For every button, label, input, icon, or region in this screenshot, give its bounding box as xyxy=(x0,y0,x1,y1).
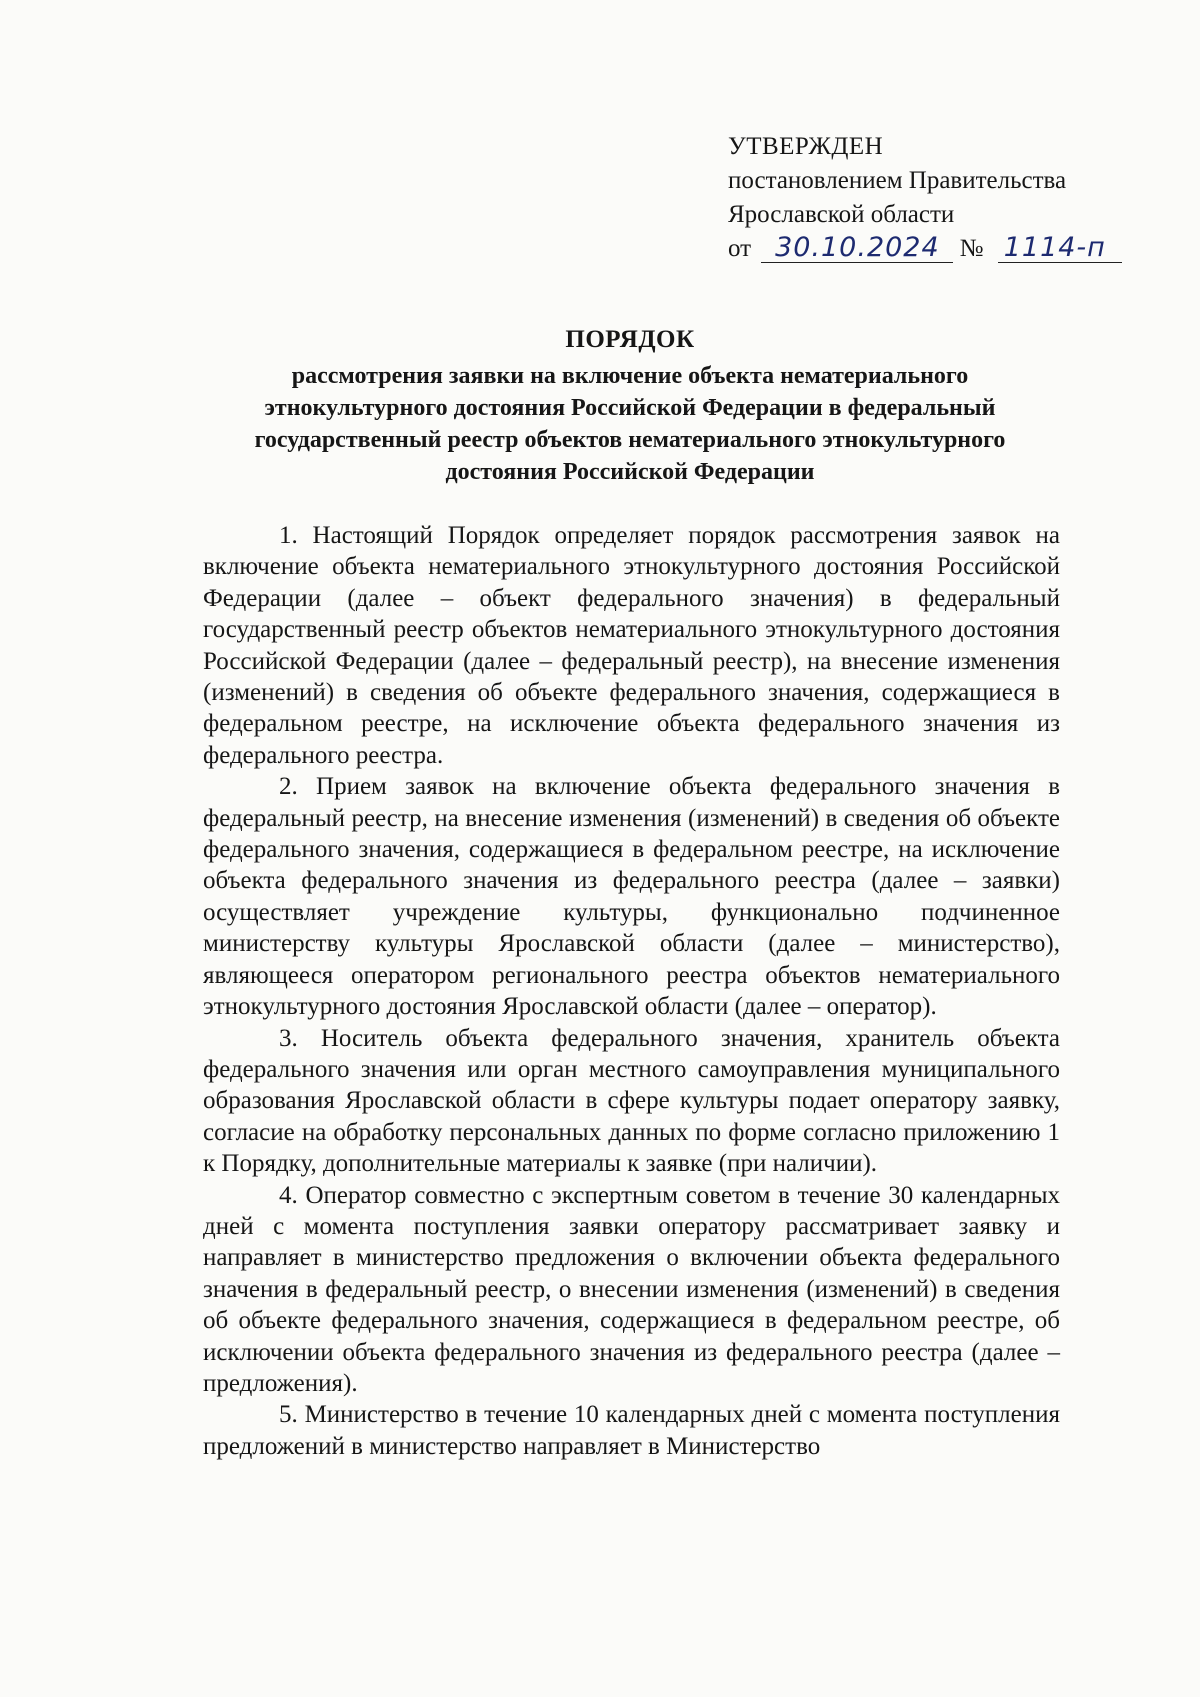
approval-word: УТВЕРЖДЕН xyxy=(728,133,884,160)
handwritten-date: 30.10.2024 xyxy=(761,234,953,263)
paragraph-1: 1. Настоящий Порядок определяет порядок рассмотрения заявок на включение объекта нематериального этнокультурного достояния Российской Федерации (далее – объект федерального значения) в федеральный государственный реестр объектов нематериального этнокультурного достояния Российской Федерации (далее – федеральный реестр), на внесение изменения (изменений) в сведения об объекте федерального значения, содержащиеся в федеральном реестре, на исключение объекта федерального значения из федерального реестра. xyxy=(203,522,1060,769)
approval-stamp-block xyxy=(728,130,1122,266)
date-prefix: от xyxy=(728,235,752,262)
approval-date-line xyxy=(728,232,1122,266)
paragraph-3: 3. Носитель объекта федерального значения, хранитель объекта федерального значения или орган местного самоуправления муниципального образования Ярославской области в сфере культуры подает оператору заявку, согласие на обработку персональных данных по форме согласно приложению 1 к Порядку, дополнительные материалы к заявке (при наличии). xyxy=(203,1024,1060,1178)
handwritten-number: 1114-п xyxy=(998,234,1122,263)
title-heading: ПОРЯДОК xyxy=(565,326,695,353)
paragraph-2: 2. Прием заявок на включение объекта федерального значения в федеральный реестр, на внесение изменения (изменений) в сведения об объекте федерального значения, содержащиеся в федеральном реестре, на исключение объекта федерального значения из федерального реестра (далее – заявки) осуществляет учреждение культуры, функционально подчиненное министерству культуры Ярославской области (далее – министерство), являющееся оператором регионального реестра объектов нематериального этнокультурного достояния Ярославской области (далее – оператор). xyxy=(203,773,1060,1021)
approval-line-1: постановлением Правительства xyxy=(728,167,1067,194)
title-subtitle: рассмотрения заявки на включение объекта нематериального этнокультурного достояния Российской Федерации в федеральный государственный реестр объектов нематериального этнокультурного достояния Российской Федерации xyxy=(254,363,1006,485)
paragraph-5: 5. Министерство в течение 10 календарных дней с момента поступления предложений в министерство направляет в Министерство xyxy=(203,1401,1060,1460)
approval-line-2: Ярославской области xyxy=(728,201,955,228)
number-sign: № xyxy=(959,235,984,262)
document-body xyxy=(203,520,1060,1462)
paragraph-4: 4. Оператор совместно с экспертным советом в течение 30 календарных дней с момента поступления заявки оператору рассматривает заявку и направляет в министерство предложения о включении объекта федерального значения в федеральный реестр, о внесении изменения (изменений) в сведения об объекте федерального значения, содержащиеся в федеральном реестре, об исключении объекта федерального значения из федерального реестра (далее – предложения). xyxy=(203,1181,1060,1397)
document-title xyxy=(200,322,1060,488)
